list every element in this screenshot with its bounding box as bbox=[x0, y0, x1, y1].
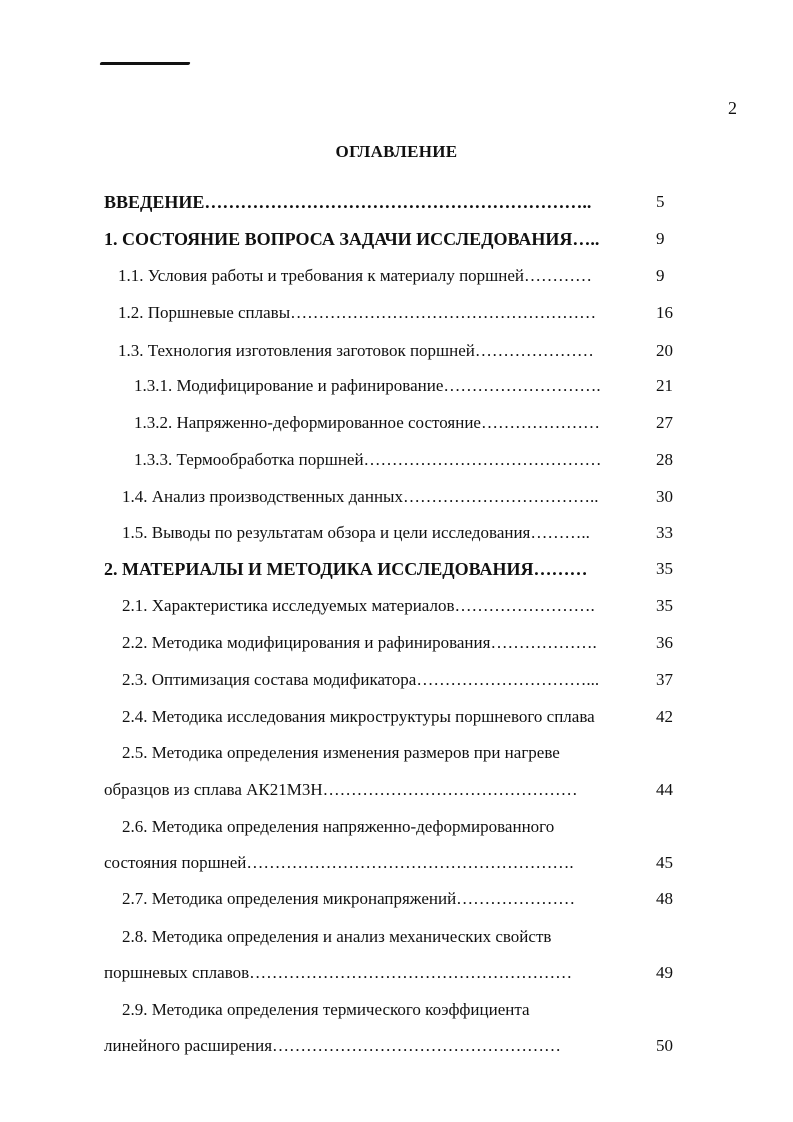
page-number: 2 bbox=[728, 98, 737, 118]
toc-entry-1-3-2-page bbox=[656, 411, 673, 435]
toc-entry-2-8-page bbox=[656, 961, 673, 985]
toc-entry-page: 30 bbox=[656, 487, 673, 506]
toc-entry-2-7-page bbox=[656, 887, 673, 911]
toc-entry-text: 2.3. Оптимизация состава модификатора…………………………... bbox=[122, 670, 600, 689]
toc-entry-text: поршневых сплавов………………………………………………… bbox=[104, 963, 573, 982]
toc-entry-page: 45 bbox=[656, 853, 673, 872]
toc-entry-text: 2.7. Методика определения микронапряжений………………… bbox=[122, 889, 576, 908]
toc-entry-page: 36 bbox=[656, 633, 673, 652]
toc-entry-1-3-3-page bbox=[656, 448, 673, 472]
toc-entry-text: 2.4. Методика исследования микроструктуры поршневого сплава bbox=[122, 707, 595, 726]
toc-entry-page: 49 bbox=[656, 963, 673, 982]
toc-entry-2-2-page bbox=[656, 631, 673, 655]
toc-entry-page: 9 bbox=[656, 266, 665, 285]
toc-entry-text: 1.3. Технология изготовления заготовок поршней………………… bbox=[118, 341, 594, 360]
toc-entry-page: 42 bbox=[656, 707, 673, 726]
toc-entry-page: 9 bbox=[656, 229, 665, 248]
toc-entry-page: 33 bbox=[656, 523, 673, 542]
toc-entry-1-4-page bbox=[656, 485, 673, 509]
toc-entry-text: 1.3.2. Напряженно-деформированное состояние………………… bbox=[134, 413, 600, 432]
toc-entry-2-1-page bbox=[656, 594, 673, 618]
toc-entry-text: 1.3.1. Модифицирование и рафинирование………………………. bbox=[134, 376, 601, 395]
toc-entry-text: 1.4. Анализ производственных данных…………………………….. bbox=[122, 487, 599, 506]
toc-entry-page: 50 bbox=[656, 1036, 673, 1055]
toc-entry-page: 44 bbox=[656, 780, 673, 799]
toc-entry-page: 21 bbox=[656, 376, 673, 395]
toc-entry-1-5-page bbox=[656, 521, 673, 545]
toc-entry-text: 1.3.3. Термообработка поршней…………………………………… bbox=[134, 450, 602, 469]
toc-entry-page: 35 bbox=[656, 596, 673, 615]
toc-entry-text: линейного расширения…………………………………………… bbox=[104, 1036, 562, 1055]
toc-entry-introduction-page bbox=[656, 190, 665, 214]
toc-entry-2-3-page bbox=[656, 668, 673, 692]
toc-entry-text: 2.5. Методика определения изменения размеров при нагреве bbox=[122, 743, 560, 762]
toc-entry-2-5-page bbox=[656, 778, 673, 802]
scan-mark bbox=[99, 62, 190, 65]
toc-entry-text: 2.6. Методика определения напряженно-деформированного bbox=[122, 817, 555, 836]
toc-entry-text: 2.2. Методика модифицирования и рафинирования………………. bbox=[122, 633, 597, 652]
toc-entry-1-2-page bbox=[656, 301, 673, 325]
toc-entry-1-3-page bbox=[656, 339, 673, 363]
toc-entry-text: 1. СОСТОЯНИЕ ВОПРОСА ЗАДАЧИ ИССЛЕДОВАНИЯ….. bbox=[104, 229, 600, 249]
toc-entry-page: 37 bbox=[656, 670, 673, 689]
toc-entry-2-9-page bbox=[656, 1034, 673, 1058]
toc-entry-page: 48 bbox=[656, 889, 673, 908]
toc-entry-text: образцов из сплава АК21М3Н……………………………………… bbox=[104, 780, 578, 799]
toc-entry-text: 2.9. Методика определения термического коэффициента bbox=[122, 1000, 530, 1019]
toc-entry-2-6-page bbox=[656, 851, 673, 875]
toc-entry-1-1-page bbox=[656, 264, 665, 288]
toc-entry-text: 2. МАТЕРИАЛЫ И МЕТОДИКА ИССЛЕДОВАНИЯ……… bbox=[104, 559, 588, 579]
toc-entry-page: 27 bbox=[656, 413, 673, 432]
toc-entry-text: 1.5. Выводы по результатам обзора и цели исследования……….. bbox=[122, 523, 590, 542]
toc-entry-page: 5 bbox=[656, 192, 665, 211]
toc-entry-1-3-1-page bbox=[656, 374, 673, 398]
toc-entry-2-4-page bbox=[656, 705, 673, 729]
toc-entry-text: 1.2. Поршневые сплавы……………………………………………… bbox=[118, 303, 597, 322]
toc-entry-text: 2.1. Характеристика исследуемых материалов……………………. bbox=[122, 596, 595, 615]
toc-entry-text: состояния поршней…………………………………………………. bbox=[104, 853, 574, 872]
toc-title: ОГЛАВЛЕНИЕ bbox=[335, 142, 458, 161]
toc-entry-text: 2.8. Методика определения и анализ механических свойств bbox=[122, 927, 552, 946]
toc-entry-page: 35 bbox=[656, 559, 673, 578]
toc-entry-text: ВВЕДЕНИЕ……………………………………………………….. bbox=[104, 192, 592, 212]
toc-entry-text: 1.1. Условия работы и требования к материалу поршней………… bbox=[118, 266, 593, 285]
toc-entry-page: 16 bbox=[656, 303, 673, 322]
toc-entry-page: 28 bbox=[656, 450, 673, 469]
toc-entry-chapter-2-page bbox=[656, 557, 673, 581]
toc-entry-chapter-1-page bbox=[656, 227, 665, 251]
toc-entry-page: 20 bbox=[656, 341, 673, 360]
